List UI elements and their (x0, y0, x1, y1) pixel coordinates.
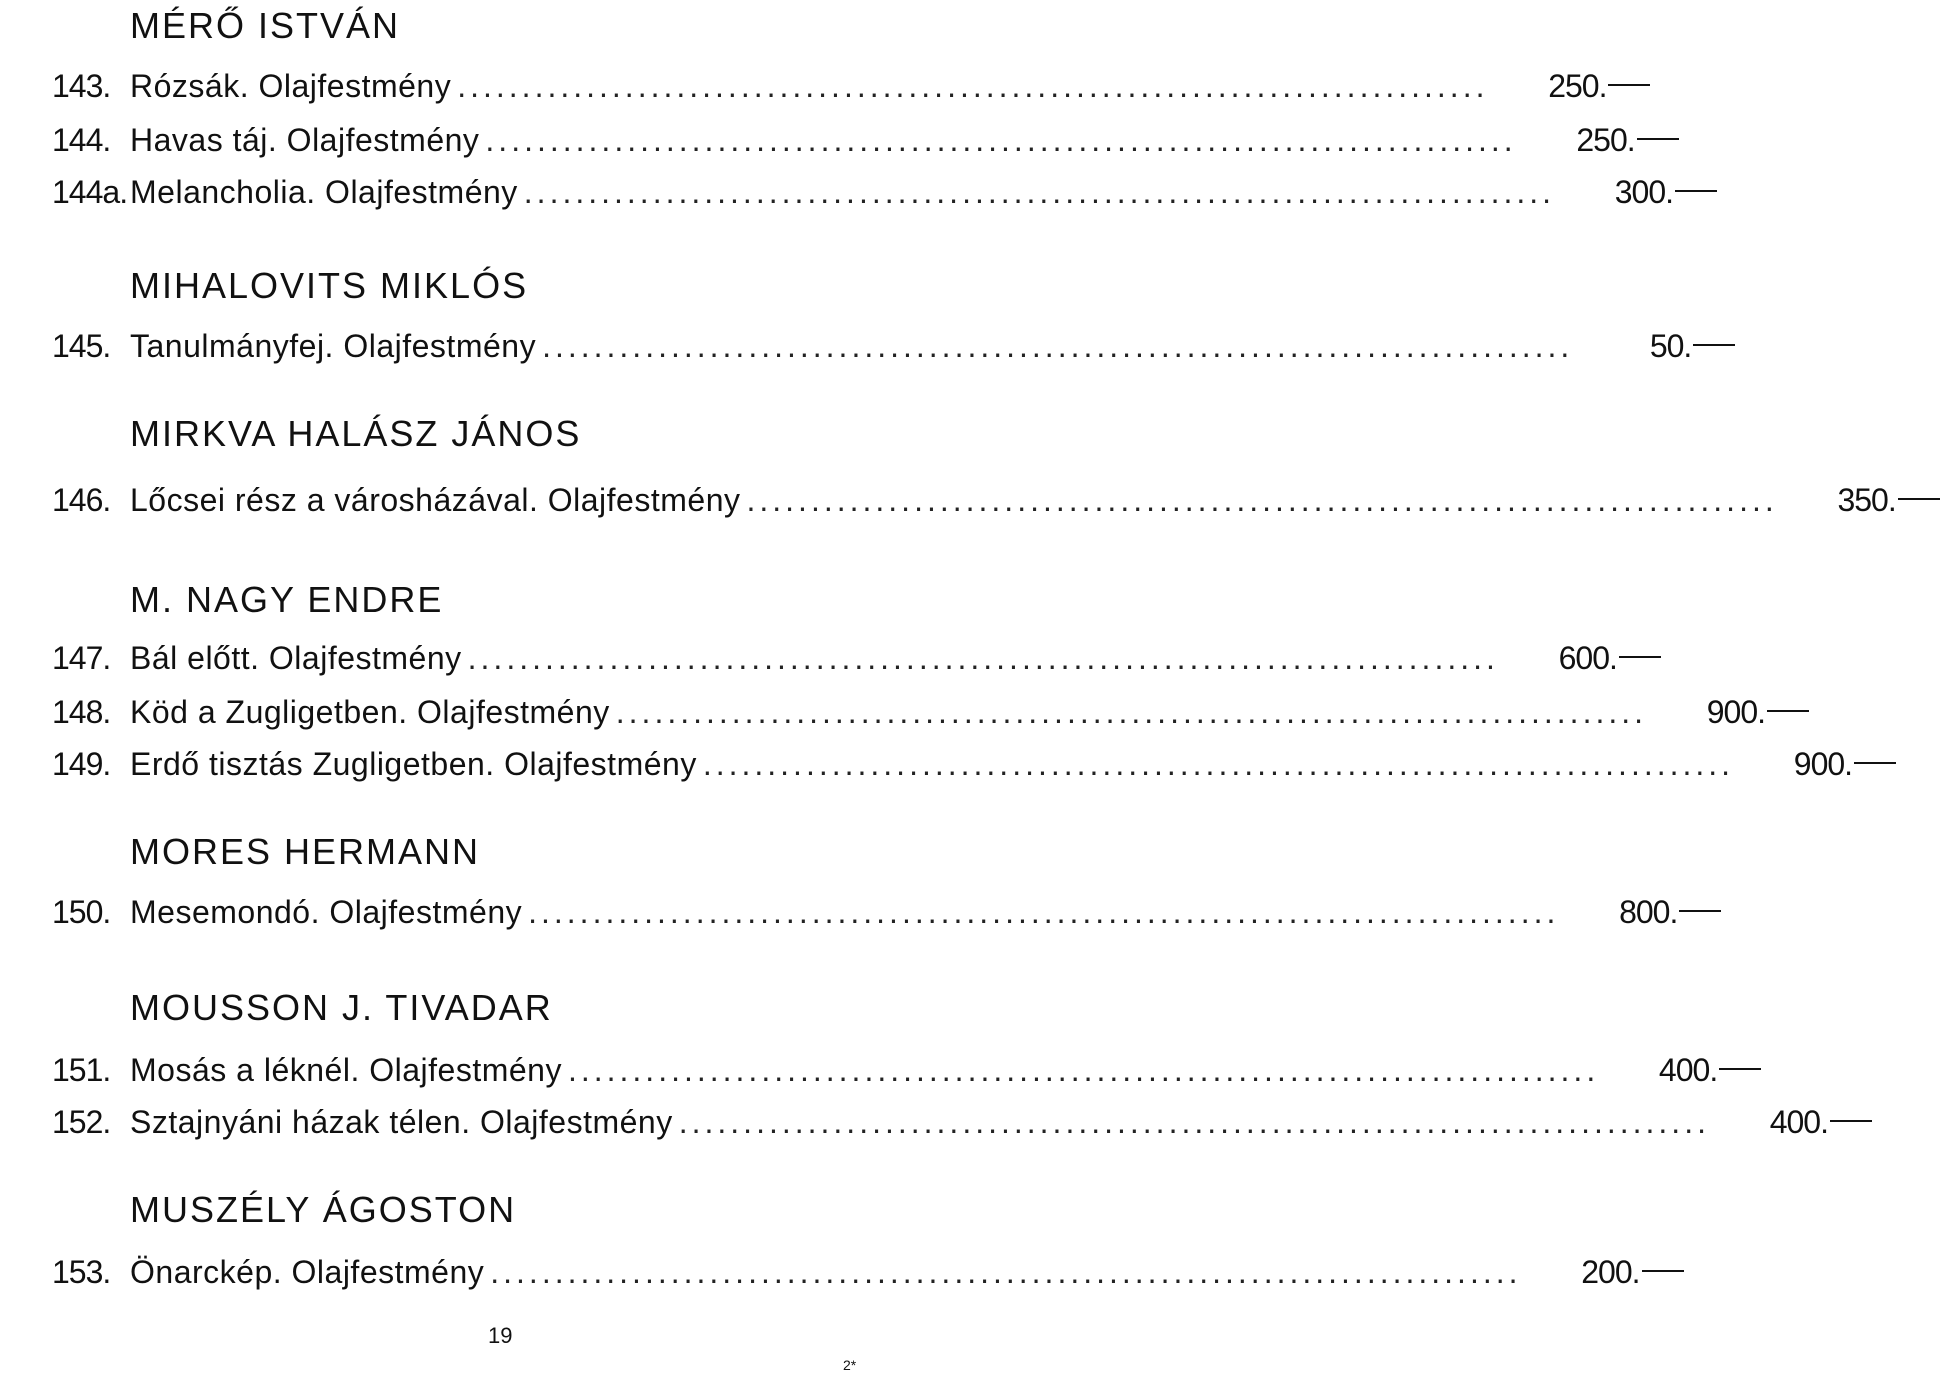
entry-title: Sztajnyáni házak télen. Olajfestmény (130, 1104, 673, 1140)
artist-heading: MÉRŐ ISTVÁN (130, 5, 401, 46)
entry-title: Rózsák. Olajfestmény (130, 68, 452, 104)
entry-number: 145. (52, 328, 111, 364)
entry-price: 600. (1558, 640, 1617, 676)
entry-number: 152. (52, 1104, 111, 1140)
catalog-entry (52, 636, 1617, 680)
price-dash (1608, 84, 1650, 86)
dot-leader: ................................................................................ (523, 174, 1556, 210)
dot-leader: ................................................................................ (702, 746, 1735, 782)
entry-price: 200. (1581, 1254, 1640, 1290)
artist-heading: MORES HERMANN (130, 831, 481, 872)
entry-price: 900. (1793, 746, 1853, 782)
signature-mark: 2* (843, 1357, 857, 1373)
entry-title: Köd a Zugligetben. Olajfestmény (130, 694, 610, 730)
catalog-entry (52, 690, 1766, 734)
artist-heading: MUSZÉLY ÁGOSTON (130, 1189, 517, 1230)
dot-leader: ................................................................................ (485, 122, 1517, 158)
catalog-entry (52, 478, 1896, 522)
entry-title: Bál előtt. Olajfestmény (130, 640, 462, 676)
entry-price: 50. (1649, 328, 1692, 364)
entry-price: 250. (1576, 122, 1635, 158)
price-dash (1854, 762, 1896, 764)
catalog-entry (52, 742, 1853, 786)
entry-price: 900. (1706, 694, 1766, 730)
artist-heading: MOUSSON J. TIVADAR (130, 987, 553, 1028)
catalog-entry (52, 1100, 1828, 1144)
entry-title: Tanulmányfej. Olajfestmény (130, 328, 537, 364)
entry-number: 150. (52, 894, 111, 930)
price-dash (1693, 344, 1735, 346)
entry-title: Mosás a léknél. Olajfestmény (130, 1052, 562, 1088)
artist-heading: MIRKVA HALÁSZ JÁNOS (130, 413, 582, 454)
entry-title: Mesemondó. Olajfestmény (130, 894, 523, 930)
entry-title: Havas táj. Olajfestmény (130, 122, 480, 158)
price-dash (1675, 190, 1717, 192)
price-dash (1679, 910, 1721, 912)
catalog-entry (52, 170, 1674, 214)
price-dash (1767, 710, 1809, 712)
entry-price: 300. (1614, 174, 1674, 210)
artist-heading: MIHALOVITS MIKLÓS (130, 265, 529, 306)
catalog-entry (52, 324, 1692, 368)
catalog-entry (52, 64, 1607, 108)
dot-leader: ................................................................................ (542, 328, 1574, 364)
dot-leader: ................................................................................ (457, 68, 1489, 104)
dot-leader: ................................................................................ (467, 640, 1499, 676)
entry-price: 250. (1548, 68, 1607, 104)
price-dash (1898, 498, 1940, 500)
price-dash (1637, 138, 1679, 140)
entry-title: Lőcsei rész a városházával. Olajfestmény (130, 482, 741, 518)
entry-number: 151. (52, 1052, 111, 1088)
catalog-entry (52, 1048, 1718, 1092)
price-dash (1619, 656, 1661, 658)
entry-price: 400. (1658, 1052, 1718, 1088)
entry-number: 148. (52, 694, 111, 730)
entry-title: Melancholia. Olajfestmény (130, 174, 518, 210)
entry-title: Önarckép. Olajfestmény (130, 1254, 485, 1290)
price-dash (1642, 1270, 1684, 1272)
dot-leader: ................................................................................ (615, 694, 1648, 730)
catalog-entry (52, 890, 1678, 934)
entry-price: 400. (1769, 1104, 1828, 1140)
entry-number: 149. (52, 746, 111, 782)
entry-number: 147. (52, 640, 111, 676)
entry-number: 146. (52, 482, 111, 518)
price-dash (1830, 1120, 1872, 1122)
entry-price: 800. (1619, 894, 1678, 930)
entry-number: 144a. (52, 174, 128, 210)
dot-leader: ................................................................................ (567, 1052, 1600, 1088)
dot-leader: ................................................................................ (528, 894, 1560, 930)
catalog-entry (52, 1250, 1640, 1294)
entry-number: 144. (52, 122, 111, 158)
entry-number: 143. (52, 68, 111, 104)
entry-number: 153. (52, 1254, 111, 1290)
price-dash (1719, 1068, 1761, 1070)
dot-leader: ................................................................................ (746, 482, 1778, 518)
catalog-entry (52, 118, 1635, 162)
dot-leader: ................................................................................ (490, 1254, 1522, 1290)
entry-title: Erdő tisztás Zugligetben. Olajfestmény (130, 746, 697, 782)
entry-price: 350. (1837, 482, 1896, 518)
dot-leader: ................................................................................ (678, 1104, 1710, 1140)
page-number: 19 (488, 1323, 513, 1348)
artist-heading: M. NAGY ENDRE (130, 579, 444, 620)
